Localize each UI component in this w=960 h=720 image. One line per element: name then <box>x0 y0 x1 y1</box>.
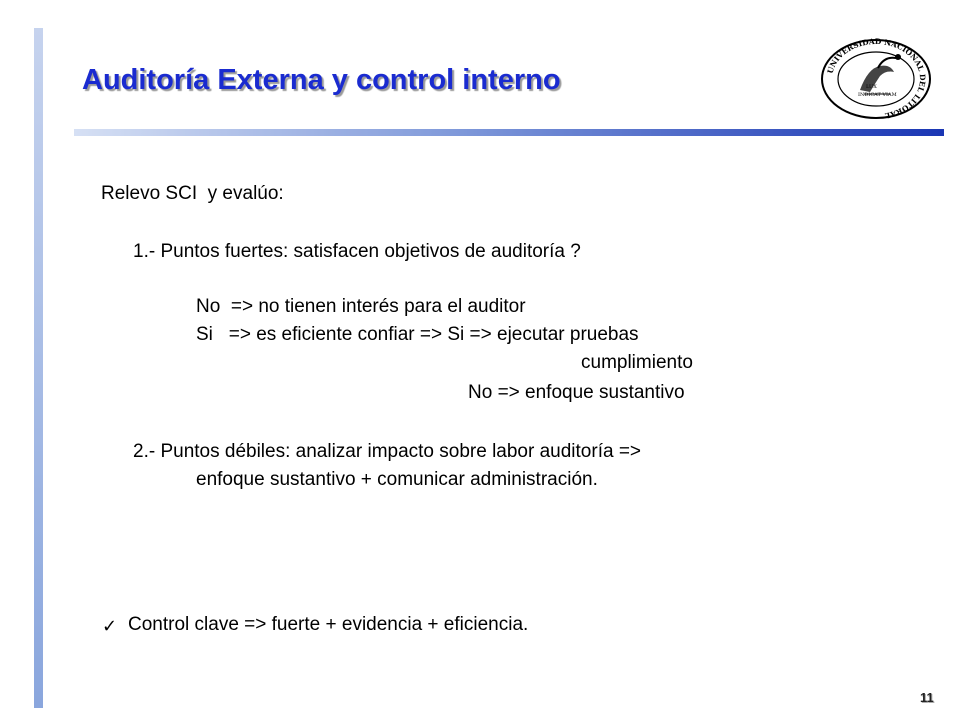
university-seal <box>820 38 932 120</box>
item-2-line-2: enfoque sustantivo + comunicar administración. <box>196 469 598 490</box>
body-heading: Relevo SCI y evalúo: <box>101 183 284 204</box>
seal-motto-1: LUX <box>866 84 877 90</box>
no-sustantivo-line: No => enfoque sustantivo <box>468 382 685 403</box>
cumplimiento-line: cumplimiento <box>581 352 693 373</box>
left-accent-bar <box>34 28 43 708</box>
no-line: No => no tienen interés para el auditor <box>196 296 526 317</box>
slide-number: 11 <box>920 690 934 705</box>
item-2-line-1: 2.- Puntos débiles: analizar impacto sobre labor auditoría => <box>133 441 642 462</box>
seal-motto-2: INDICAT VIAM <box>858 92 897 98</box>
bullet-control-clave: Control clave => fuerte + evidencia + eficiencia. <box>128 614 529 635</box>
slide-title: Auditoría Externa y control interno <box>82 64 561 96</box>
check-icon: ✓ <box>102 616 118 636</box>
title-underline <box>74 129 944 136</box>
seal-ring-text: UNIVERSIDAD NACIONAL DEL LITORAL <box>825 38 928 120</box>
item-1: 1.- Puntos fuertes: satisfacen objetivos de auditoría ? <box>133 241 581 262</box>
si-line: Si => es eficiente confiar => Si => ejecutar pruebas <box>196 324 639 345</box>
